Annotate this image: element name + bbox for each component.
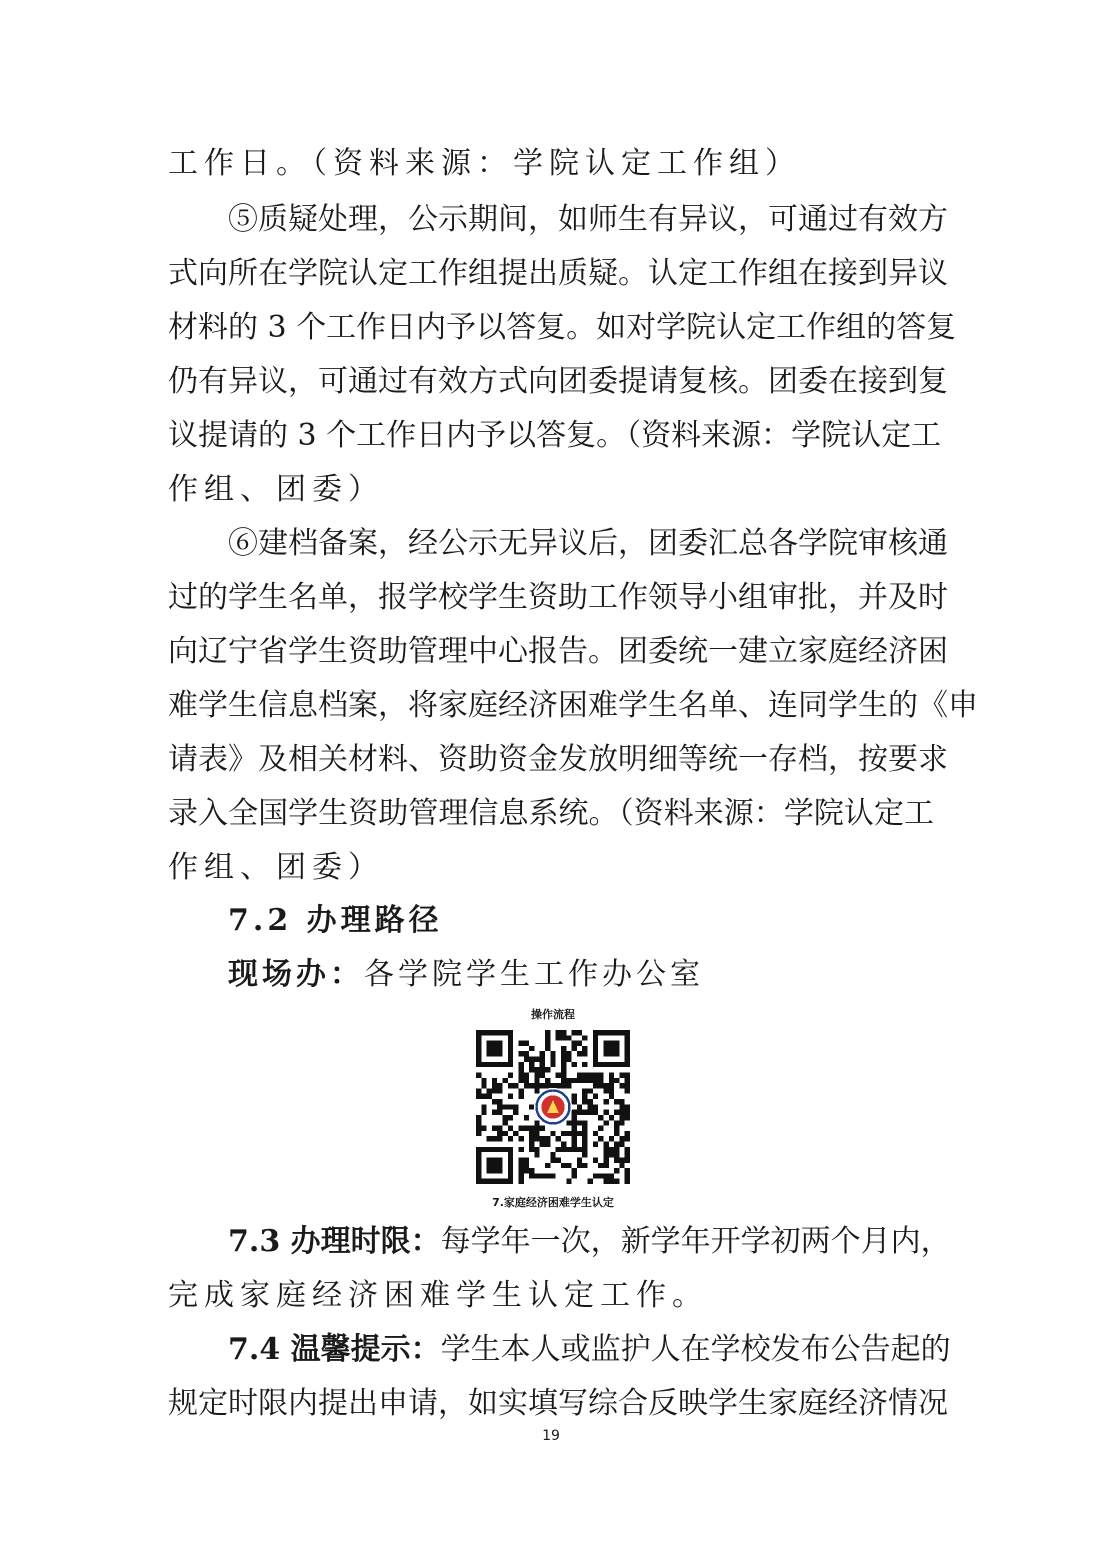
section-7-4-line: 规定时限内提出申请，如实填写综合反映学生家庭经济情况 <box>168 1386 948 1421</box>
qr-code-icon <box>476 1030 630 1184</box>
paragraph-line: 作组、团委） <box>168 850 384 885</box>
section-7-4-label: 7.4 温馨提示： <box>228 1332 441 1367</box>
qr-title: 操作流程 <box>531 1008 575 1021</box>
paragraph-line: 仍有异议，可通过有效方式向团委提请复核。团委在接到复 <box>168 364 948 399</box>
paragraph-line: 式向所在学院认定工作组提出质疑。认定工作组在接到异议 <box>168 256 948 291</box>
paragraph-line: 过的学生名单，报学校学生资助工作领导小组审批，并及时 <box>168 580 948 615</box>
paragraph-line: 作组、团委） <box>168 472 384 507</box>
qr-caption: 7.家庭经济困难学生认定 <box>492 1196 614 1209</box>
paragraph-line: 难学生信息档案，将家庭经济困难学生名单、连同学生的《申 <box>168 688 978 723</box>
paragraph-line: 向辽宁省学生资助管理中心报告。团委统一建立家庭经济困 <box>168 634 948 669</box>
paragraph-line: ⑥建档备案，经公示无异议后，团委汇总各学院审核通 <box>228 526 948 561</box>
onsite-value: 各学院学生工作办公室 <box>364 957 704 992</box>
section-7-3-text: 每学年一次，新学年开学初两个月内， <box>440 1224 951 1259</box>
section-7-3-line <box>228 1214 951 1270</box>
section-7-4-line <box>228 1322 951 1378</box>
section-7-3-line: 完成家庭经济困难学生认定工作。 <box>168 1278 708 1313</box>
onsite-label: 现场办： <box>228 957 364 992</box>
page-number: 19 <box>542 1428 560 1444</box>
paragraph-line: 材料的 3 个工作日内予以答复。如对学院认定工作组的答复 <box>168 310 957 345</box>
paragraph-line: ⑤质疑处理，公示期间，如师生有异议，可通过有效方 <box>228 202 948 237</box>
section-7-4-text: 学生本人或监护人在学校发布公告起的 <box>440 1332 951 1367</box>
paragraph-line: 议提请的 3 个工作日内予以答复。（资料来源：学院认定工 <box>168 418 942 453</box>
section-7-3-label: 7.3 办理时限： <box>228 1224 441 1259</box>
qr-code-block <box>460 1004 646 1210</box>
onsite-row <box>228 947 704 1003</box>
paragraph-line: 请表》及相关材料、资助资金发放明细等统一存档，按要求 <box>168 742 948 777</box>
paragraph-line: 工作日。（资料来源：学院认定工作组） <box>168 146 801 181</box>
section-heading-7-2: 7.2 办理路径 <box>228 903 443 938</box>
paragraph-line: 录入全国学生资助管理信息系统。（资料来源：学院认定工 <box>168 796 934 831</box>
